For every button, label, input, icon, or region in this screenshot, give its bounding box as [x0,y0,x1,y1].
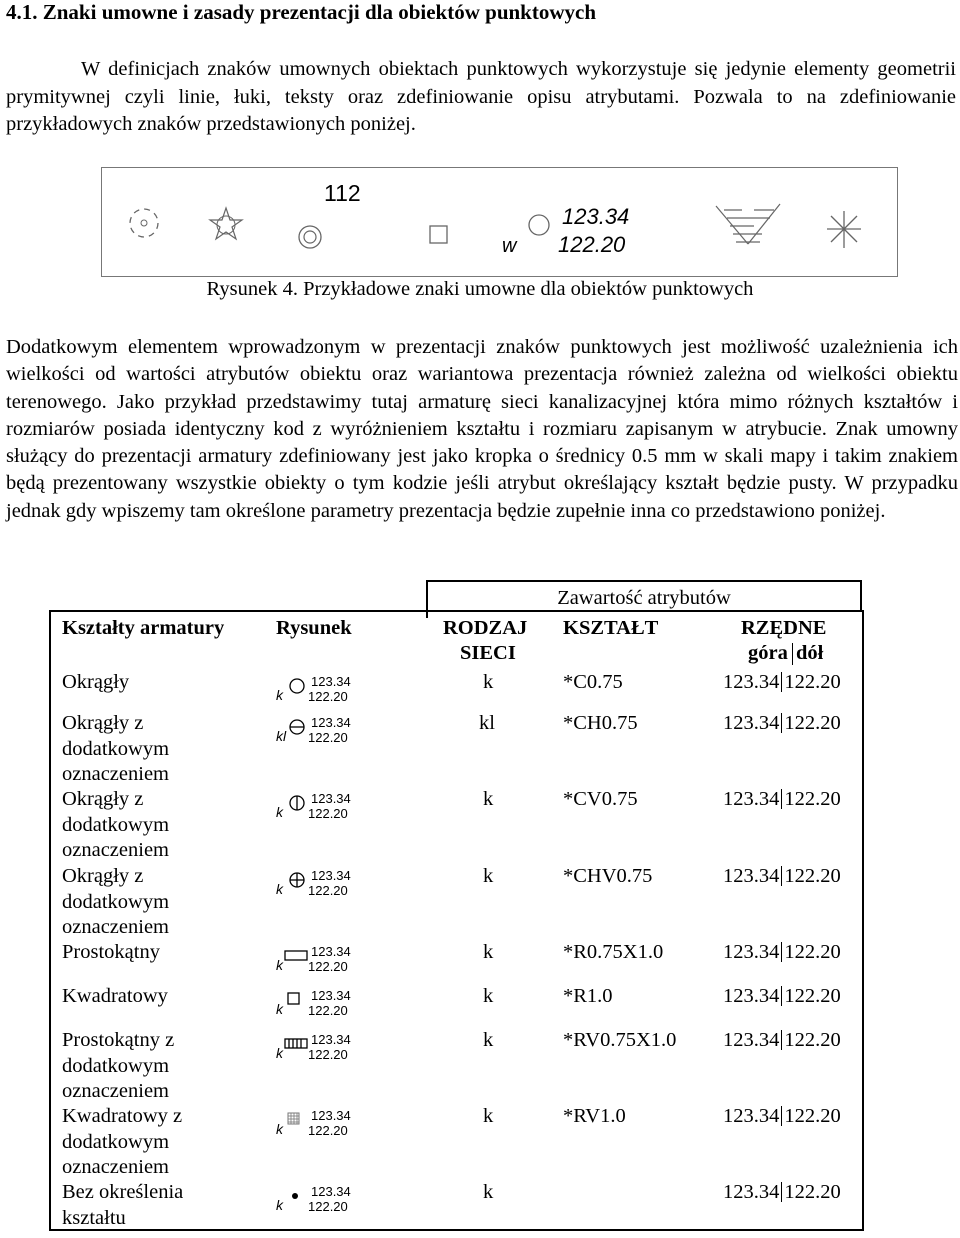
table-row-symbol-top: 123.34 [311,791,351,806]
rzedne-top-value: 123.34 [723,985,780,1007]
table-row-shape-name: Bez określenia [62,1181,184,1203]
table-row-symbol-code: k [276,687,283,703]
rzedne-divider [781,713,782,733]
table-row-rzedne [723,940,841,965]
table-row-ksztalt: *RV0.75X1.0 [563,1029,677,1051]
table-row-shape-name: Okrągły z [62,788,144,810]
table-row-ksztalt: *CHV0.75 [563,865,653,887]
rzedne-top-value: 123.34 [723,865,780,887]
table-row-symbol-code: k [276,881,283,897]
rzedne-bottom-value: 122.20 [784,985,841,1007]
example-symbols-figure [101,167,898,277]
rzedne-divider [781,986,782,1006]
rzedne-divider [781,672,782,692]
table-row-shape-name: Okrągły z [62,712,144,734]
table-row-shape-name: dodatkowym [62,737,170,760]
table-row-symbol-bottom: 122.20 [308,730,348,745]
table-row-symbol-bottom: 122.20 [308,959,348,974]
table-row-rzedne [723,1180,841,1205]
rzedne-bottom-value: 122.20 [784,788,841,810]
asterisk-icon [827,211,861,248]
body-paragraph [6,334,958,525]
rzedne-divider [781,1106,782,1126]
table-row-symbol-code: k [276,1121,283,1137]
section-heading: 4.1. Znaki umowne i zasady prezentacji dla obiektów punktowych [6,0,597,24]
table-row-shape-name: Okrągły [62,671,130,693]
table-row-shape-name: dodatkowym [62,890,170,913]
table-row-symbol-top: 123.34 [311,1184,351,1199]
tree-symbol-icon [716,204,780,244]
symbols-svg [102,168,897,276]
table-row-symbol-top: 123.34 [311,674,351,689]
rzedne-divider [781,942,782,962]
table-row-rodzaj: k [483,671,494,693]
rzedne-top-value: 123.34 [723,1181,780,1203]
rzedne-top-value: 123.34 [723,788,780,810]
rzedne-bottom-value: 122.20 [784,865,841,887]
table-row-symbol-top: 123.34 [311,868,351,883]
table-row-shape-name: kształtu [62,1206,126,1229]
table-group-header: Zawartość atrybutów [557,587,731,609]
table-row-symbol-top: 123.34 [311,715,351,730]
square-icon [430,226,447,243]
label-112: 112 [324,180,361,206]
table-row-symbol-top: 123.34 [311,1108,351,1123]
header-rzedne-1: RZĘDNE [741,617,827,639]
table-row-ksztalt: *R1.0 [563,985,613,1007]
table-row-shape-name: dodatkowym [62,1054,170,1077]
header-rodzaj-1: RODZAJ [443,617,528,639]
header-ksztalt: KSZTAŁT [563,617,659,639]
table-row-shape-name: Prostokątny [62,941,160,963]
header-rzedne-divider [792,643,793,665]
table-row-symbol-code: k [276,1197,283,1213]
label-w: w [502,235,517,257]
rzedne-bottom-value: 122.20 [784,1181,841,1203]
table-row-symbol-code: k [276,804,283,820]
table-row-symbol-bottom: 122.20 [308,806,348,821]
rzedne-top-value: 123.34 [723,941,780,963]
circle-icon [529,215,549,235]
header-rzedne-2a: góra [748,642,788,664]
dotted-circle-icon [130,209,158,237]
table-row-shape-name: dodatkowym [62,1130,170,1153]
table-row-rzedne [723,711,841,736]
rzedne-bottom-value: 122.20 [784,941,841,963]
rzedne-divider [781,1030,782,1050]
attributes-table [49,610,864,1231]
table-row-ksztalt: *CV0.75 [563,788,638,810]
rzedne-divider [781,1182,782,1202]
table-row-rodzaj: k [483,1029,494,1051]
table-row-rodzaj: k [483,941,494,963]
table-row-shape-name: Kwadratowy z [62,1105,183,1127]
table-row-symbol-code: k [276,957,283,973]
table-row-shape-name: oznaczeniem [62,763,169,785]
table-row-symbol-top: 123.34 [311,1032,351,1047]
intro-paragraph-text: W definicjach znaków umownych obiektach punktowych wykorzystuje się jedynie elementy geometrii prymitywnej czyli linie, łuki, teksty oraz zdefiniowanie opisu atrybutami. Pozwala to na zdefiniowanie przykładowych znaków przedstawionych poniżej. [6,58,956,135]
body-paragraph-text: Dodatkowym elementem wprowadzonym w prezentacji znaków punktowych jest możliwość uzależnienia ich wielkości od wartości atrybutów obiektu oraz wariantowa prezentacja również zależna od wielkości obiektu terenowego. Jako przykład przedstawimy tutaj armaturę sieci kanalizacyjnej która mimo różnych kształtów i rozmiarów posiada identyczny kod z wyróżnieniem kształtu i rozmiaru zapisanym w atrybucie. Znak umowny służący do prezentacji armatury zdefiniowany jest jako kropka o średnicy 0.5 mm w skali mapy i takim znakiem będą prezentowany wszystkie obiekty o tym kodzie jeśli atrybut określający kształt będzie pusty. W przypadku jednak gdy wpiszemy tam określone parametry prezentacja będzie zupełnie inna co przedstawiono poniżej. [6,336,958,522]
table-row-symbol-code: k [276,1045,283,1061]
intro-paragraph [6,56,956,139]
table-row-rzedne [723,670,841,695]
table-row-symbol-bottom: 122.20 [308,1003,348,1018]
table-row-rzedne [723,1028,841,1053]
rzedne-bottom-value: 122.20 [784,712,841,734]
table-column-divider [426,610,428,618]
table-row-shape-name: oznaczeniem [62,1156,169,1178]
label-top: 123.34 [562,204,630,229]
header-rodzaj-2: SIECI [460,642,516,664]
table-row-rodzaj: k [483,788,494,810]
table-row-shape-name: oznaczeniem [62,839,169,861]
table-row-rodzaj: k [483,985,494,1007]
table-row-symbol-bottom: 122.20 [308,1047,348,1062]
table-row-rodzaj: k [483,1105,494,1127]
table-row-rzedne [723,864,841,889]
table-row-ksztalt: *R0.75X1.0 [563,941,664,963]
table-row-rodzaj: kl [479,712,495,734]
table-row-rzedne [723,1104,841,1129]
rzedne-bottom-value: 122.20 [784,671,841,693]
table-row-symbol-bottom: 122.20 [308,689,348,704]
rzedne-top-value: 123.34 [723,671,780,693]
rzedne-bottom-value: 122.20 [784,1029,841,1051]
table-row-symbol-bottom: 122.20 [308,883,348,898]
rzedne-top-value: 123.34 [723,1105,780,1127]
table-row-ksztalt: *CH0.75 [563,712,638,734]
rzedne-bottom-value: 122.20 [784,1105,841,1127]
rzedne-top-value: 123.34 [723,1029,780,1051]
header-rzedne-2b: dół [796,642,824,664]
concentric-circles-icon [299,226,321,248]
table-row-rodzaj: k [483,1181,494,1203]
table-row-shape-name: oznaczeniem [62,916,169,938]
rzedne-top-value: 123.34 [723,712,780,734]
table-row-symbol-code: k [276,1001,283,1017]
table-row-symbol-top: 123.34 [311,944,351,959]
table-row-symbol-bottom: 122.20 [308,1123,348,1138]
rzedne-divider [781,866,782,886]
figure-caption: Rysunek 4. Przykładowe znaki umowne dla obiektów punktowych [206,278,754,300]
table-row-shape-name: oznaczeniem [62,1080,169,1102]
header-figure: Rysunek [276,617,352,639]
table-row-rzedne [723,984,841,1009]
rzedne-divider [781,789,782,809]
star-in-circle-icon [210,208,242,239]
table-row-symbol-code: kl [276,728,287,744]
table-row-ksztalt: *C0.75 [563,671,623,693]
table-row-shape-name: Kwadratowy [62,985,168,1007]
table-row-ksztalt: *RV1.0 [563,1105,626,1127]
table-row-shape-name: Okrągły z [62,865,144,887]
header-shape: Kształty armatury [62,617,225,639]
table-row-symbol-bottom: 122.20 [308,1199,348,1214]
table-row-rodzaj: k [483,865,494,887]
table-row-symbol-top: 123.34 [311,988,351,1003]
table-row-rzedne [723,787,841,812]
table-row-shape-name: Prostokątny z [62,1029,175,1051]
table-row-shape-name: dodatkowym [62,813,170,836]
label-bottom: 122.20 [558,232,626,257]
